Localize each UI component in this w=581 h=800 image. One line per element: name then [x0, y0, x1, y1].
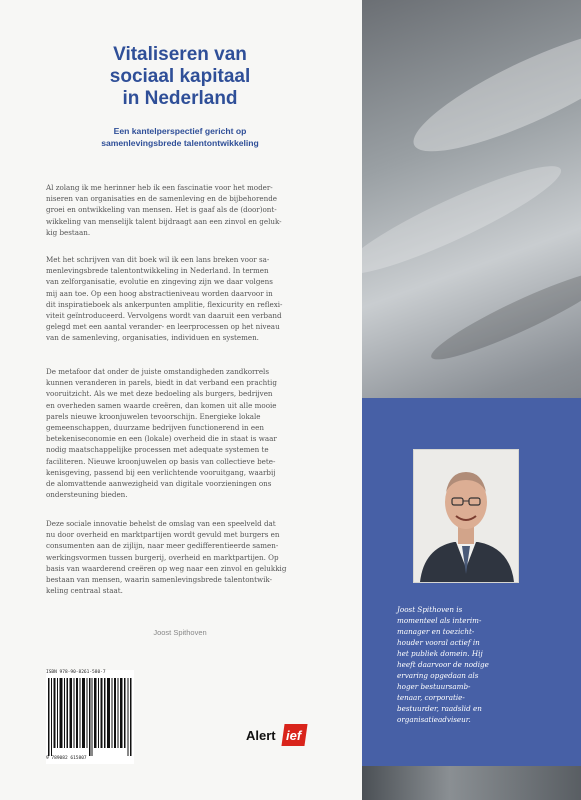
blurb-paragraph-4	[46, 518, 314, 596]
text-line: wikkeling van menselijk talent bijdraagt aan een zinvol en geluk-	[46, 216, 282, 226]
author-bio	[397, 604, 517, 725]
bio-line: houder vooral actief in	[397, 638, 480, 647]
author-portrait-icon	[414, 450, 518, 582]
text-line: keling centraal staat.	[46, 586, 123, 596]
publisher-logo	[246, 724, 312, 748]
text-line: nu door overheid en marktpartijen wordt gevuld met burgers en	[46, 530, 280, 540]
author-signature: Joost Spithoven	[153, 628, 207, 637]
author-photo	[413, 449, 519, 583]
text-line: kunnen veranderen in parels, biedt in dat verband een prachtig	[46, 378, 277, 388]
text-line: consumenten aan de zijlijn, naar meer gedifferentieerde samen-	[46, 541, 279, 551]
text-line: bestaan van mensen, waarin samenlevingsbrede talentontwik-	[46, 575, 273, 585]
bio-line: ervaring opgedaan als	[397, 671, 479, 680]
logo-box-text: ief	[286, 728, 302, 743]
text-line: viteit geïntroduceerd. Vervolgens wordt van daaruit een verband	[46, 311, 282, 321]
text-line: Al zolang ik me herinner heb ik een fascinatie voor het moder-	[46, 183, 273, 192]
subtitle-line: samenlevingsbrede talentontwikkeling	[101, 138, 259, 148]
text-line: dit inspiratieboek als ankerpunten amplitie, flexicurity en reflexi-	[46, 299, 283, 309]
text-line: van de samenleving, organisaties, individuen en systemen.	[46, 333, 259, 343]
subtitle-line: Een kantelperspectief gericht op	[113, 126, 247, 136]
text-line: en overheden samen waarde creëren, dan komen uit alle mooie	[46, 400, 277, 410]
title-line: Vitaliseren van	[113, 44, 247, 65]
bio-line: hoger bestuursamb-	[397, 682, 471, 691]
text-line: kenisgeving, passend bij een verlichtende vooruitgang, waarbij	[46, 467, 276, 477]
text-line: Met het schrijven van dit boek wil ik een lans breken voor sa-	[46, 255, 270, 264]
isbn-label: ISBN 978-90-8261-580-7	[46, 670, 106, 675]
bio-line: heeft daarvoor de nodige	[397, 660, 489, 669]
barcode-bars-icon	[48, 678, 132, 756]
text-line: betekeniseconomie en een (lokale) overheid die in staat is waar	[46, 434, 277, 444]
bio-line: momenteel als interim-	[397, 616, 482, 625]
title-line: sociaal kapitaal	[109, 66, 251, 87]
text-line: basis van waarderend creëren op weg naar een zinvol en gelukkig	[46, 563, 287, 573]
text-line: de alomvattende aanwezigheid van digitale voorzieningen ons	[46, 479, 272, 489]
bio-line: manager en toezicht-	[397, 627, 475, 636]
text-line: gemeenschappen, duurzame bedrijven functionerend in een	[46, 423, 264, 433]
blurb-paragraph-2	[46, 254, 314, 344]
text-line: kig bestaan.	[46, 227, 91, 237]
book-title	[60, 44, 300, 110]
bio-line: het publiek domein. Hij	[397, 649, 483, 658]
title-line: in Nederland	[122, 88, 238, 109]
blurb-paragraph-3	[46, 366, 314, 500]
text-line: vooruitzicht. Als we met deze bedoeling als burgers, bedrijven	[46, 389, 273, 399]
light-streak	[402, 8, 581, 172]
bio-line: Joost Spithoven is	[397, 605, 463, 614]
isbn-number: 9 789082 615807	[46, 756, 87, 761]
text-line: Deze sociale innovatie behelst de omslag van een speelveld dat	[46, 519, 276, 528]
bio-line: bestuurder, raadslid en	[397, 704, 482, 713]
isbn-barcode	[46, 670, 134, 764]
text-line: mij aan toe. Op een hoog abstractieniveau worden daarvoor in	[46, 288, 273, 298]
text-line: gelegd met een aantal verander- en leerprocessen op het niveau	[46, 322, 280, 332]
blurb-paragraph-1	[46, 182, 314, 238]
logo-text: Alert	[246, 728, 276, 743]
book-subtitle	[40, 125, 320, 149]
bio-line: organisatieadviseur.	[397, 715, 471, 724]
text-line: werkingsvormen tussen burgerij, overheid en marktpartijen. Op	[46, 552, 279, 562]
text-line: groei en ontwikkeling van mensen. Het is gaaf als de (door)ont-	[46, 205, 277, 215]
text-line: menlevingsbrede talentontwikkeling in Nederland. In termen	[46, 266, 269, 276]
text-line: van zelforganisatie, evolutie en zingeving zijn we daar volgens	[46, 277, 273, 287]
text-line: De metafoor dat onder de juiste omstandigheden zandkorrels	[46, 367, 269, 376]
text-line: parels nieuwe kroonjuwelen tevoorschijn. Energieke lokale	[46, 411, 261, 421]
text-line: ondersteuning bieden.	[46, 490, 128, 500]
text-line: faciliteren. Nieuwe kroonjuwelen op basis van collectieve bete-	[46, 456, 276, 466]
shadow-streak	[425, 259, 581, 371]
bio-line: tenaar, corporatie-	[397, 693, 465, 702]
decorative-bottom-strip	[362, 766, 581, 800]
light-streak	[362, 151, 569, 289]
text-line: niseren van organisaties en de samenleving en de bijbehorende	[46, 194, 278, 204]
text-line: nodig maatschappelijke processen met adequate systemen te	[46, 445, 269, 455]
